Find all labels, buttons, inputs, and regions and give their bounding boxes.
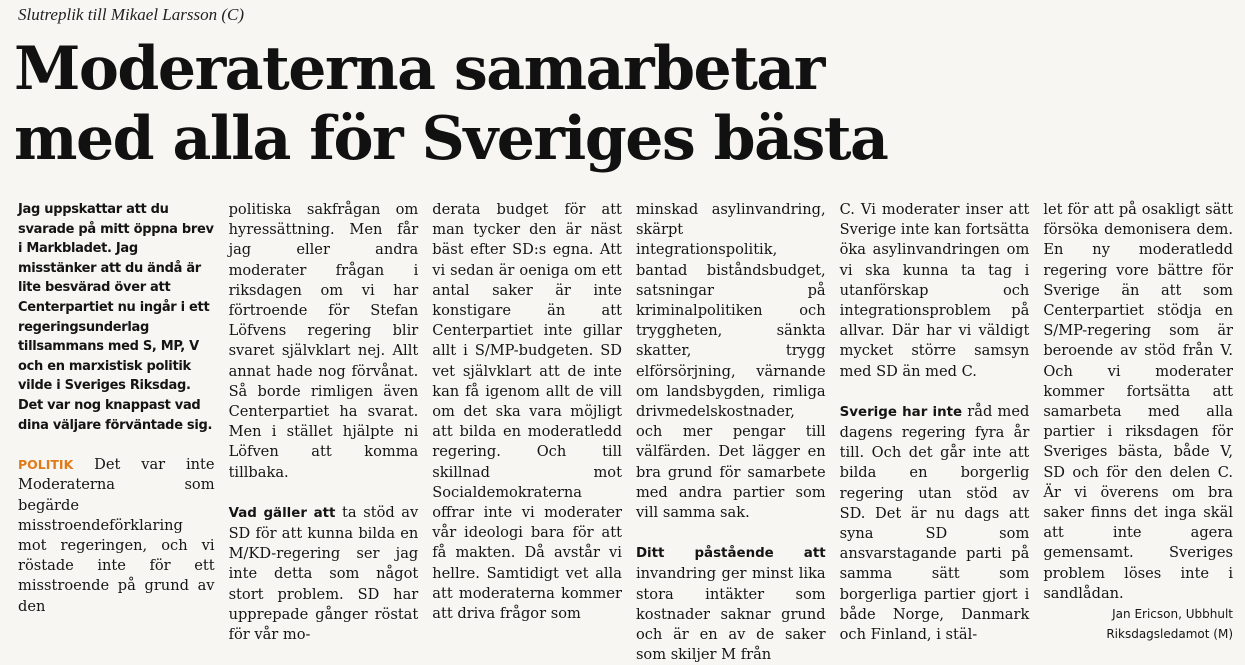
paragraph <box>229 503 419 645</box>
paragraph <box>840 402 1030 645</box>
paragraph-lead-in: Vad gäller att <box>228 505 336 521</box>
column-1 <box>18 200 222 615</box>
column-3 <box>425 200 629 623</box>
lead-paragraph: Jag uppskattar att du svarade på mitt öppna brev i Markbladet. Jag misstänker att du ändå är lite besvärad över att Centerpartiet nu ingår i ett regeringsunderlag tillsammans med S, MP, V och en marxistisk politik vilde i Sveriges Riksdag. Det var nog knappast vad dina väljare förväntade sig. <box>18 202 214 433</box>
column-5 <box>833 200 1037 644</box>
paragraph-text: ta stöd av SD för att kunna bilda en M/KD-regering ser jag inte detta som något stort problem. SD har upprepade gånger röstat för vår mo- <box>228 503 419 644</box>
paragraph-text: Det var inte Moderaterna som begärde misstroendeförklaring mot regeringen, och vi röstade inte för ett misstroende på grund av den <box>18 456 215 615</box>
column-6 <box>1036 200 1240 642</box>
paragraph-lead-in: Ditt påstående att <box>635 546 826 562</box>
paragraph: minskad asylinvandring, skärpt integrationspolitik, bantad biståndsbudget, satsningar på kriminalpolitiken och tryggheten, sänkta skatter, trygg elförsörjning, värnande om landsbygden, rimliga drivmedelskostnader, och mer pengar till välfärden. Det lägger en bra grund för samarbete med andra partier som vill samma sak. <box>635 201 826 522</box>
headline-line-1: Moderaterna samarbetar <box>14 34 824 104</box>
paragraph-text: invandring ger minst lika stora intäkter som kostnader saknar grund och är en av de saker som skiljer M från <box>635 565 826 664</box>
section-keyword: POLITIK <box>18 457 74 473</box>
signature-title: Riksdagsledamot (M) <box>1106 627 1233 642</box>
paragraph-text: råd med dagens regering fyra år till. Och det går inte att bilda en borgerlig regering utan stöd av SD. Det är nu dags att syna SD som ansvarstagande parti på samma sätt som borgerliga partier gjort i både Norge, Danmark och Finland, i stäl- <box>839 402 1030 644</box>
paragraph-lead-in: Sverige har inte <box>839 404 963 420</box>
column-4 <box>629 200 833 664</box>
kicker: Slutreplik till Mikael Larsson (C) <box>18 5 245 24</box>
paragraph: let för att på osakligt sätt försöka demonisera dem. En ny moderatledd regering vore bättre för Sverige än att som Centerpartiet stödja en S/MP-regering som är beroende av stöd från V. Och vi moderater kommer fortsätta att samarbeta med alla partier i riksdagen för Sveriges bästa, både V, SD och för den delen C. Är vi överens om bra saker finns det inga skäl att inte agera gemensamt. Sveriges problem löses inte i sandlådan. <box>1043 201 1233 602</box>
column-2 <box>222 200 426 644</box>
paragraph: derata budget för att man tycker den är näst bäst efter SD:s egna. Att vi sedan är oeniga om ett antal saker är inte konstigare än att Centerpartiet inte gillar allt i S/MP-budgeten. SD vet självklart att de inte kan få igenom allt de vill om det ska vara möjligt att bilda en moderatledd regering. Och till skillnad mot Socialdemokraterna offrar inte vi moderater vår ideologi bara för att få makten. Då avstår vi hellre. Samtidigt vet alla att moderaterna kommer att driva frågor som <box>432 201 622 623</box>
paragraph: C. Vi moderater inser att Sverige inte kan fortsätta öka asylinvandringen om vi ska kunna ta tag i utanförskap och integrationsproblem på allvar. Där har vi väldigt mycket större samsyn med SD än med C. <box>839 201 1030 380</box>
paragraph <box>18 455 215 617</box>
headline <box>14 34 887 174</box>
paragraph <box>636 543 826 665</box>
headline-line-2: med alla för Sveriges bästa <box>14 104 888 174</box>
article-body <box>18 200 1240 664</box>
paragraph: politiska sakfrågan om hyressättning. Men får jag eller andra moderater frågan i riksdagen om vi har förtroende för Stefan Löfvens regering blir svaret självklart nej. Allt annat hade nog förvånat. Så borde rimligen även Centerpartiet ha svarat. Men i stället hjälpte ni Löfven att komma tillbaka. <box>228 201 419 481</box>
signature-name: Jan Ericson, Ubbhult <box>1112 607 1233 622</box>
